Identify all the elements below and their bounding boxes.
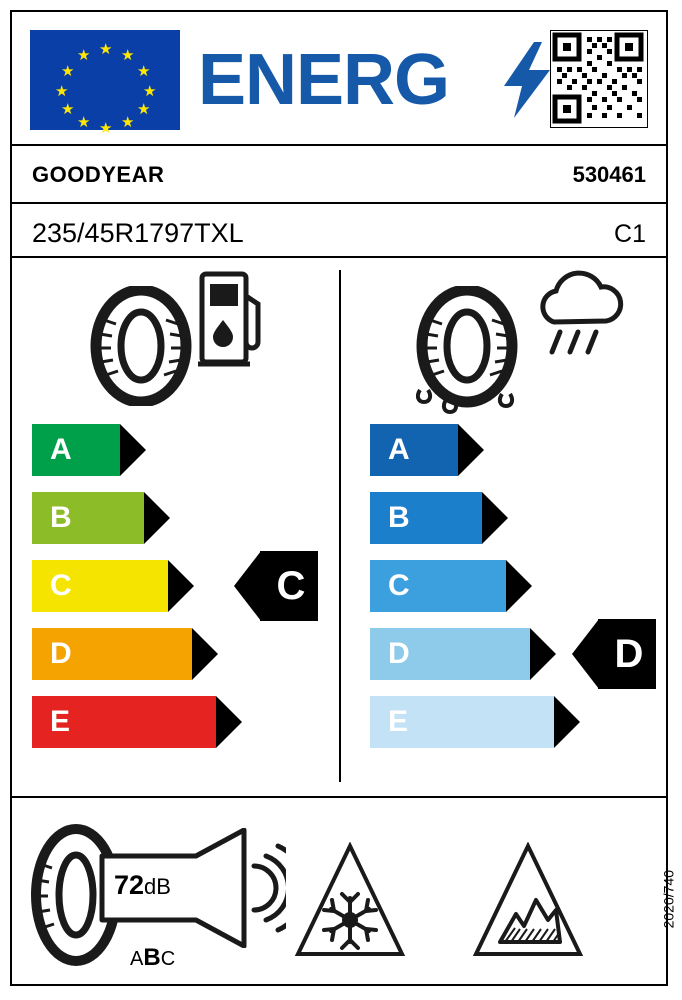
qr-code-icon bbox=[550, 30, 648, 128]
fuel-grade-c-label: C bbox=[50, 569, 72, 602]
wet-grade-d-label: D bbox=[388, 637, 410, 670]
ice-grip-mountain-icon bbox=[472, 842, 584, 960]
energy-label bbox=[10, 10, 676, 986]
noise-class-c: C bbox=[160, 948, 176, 970]
fuel-grade-d-label: D bbox=[50, 637, 72, 670]
fuel-grade-b bbox=[32, 492, 144, 544]
wet-grade-d bbox=[370, 628, 530, 680]
wet-rating-badge bbox=[572, 619, 656, 689]
noise-unit: dB bbox=[144, 874, 171, 899]
noise-class-a: A bbox=[130, 948, 144, 970]
wet-grade-a bbox=[370, 424, 458, 476]
fuel-rating-value: C bbox=[276, 564, 306, 608]
fuel-grade-b-label: B bbox=[50, 501, 72, 534]
tyre-class: C1 bbox=[614, 220, 646, 248]
noise-class-b: B bbox=[143, 944, 161, 971]
wet-grade-e bbox=[370, 696, 554, 748]
noise-and-grip-panel bbox=[12, 802, 666, 986]
divider-header bbox=[12, 144, 666, 146]
wet-grade-c-label: C bbox=[388, 569, 410, 602]
noise-value: 72 bbox=[114, 870, 145, 900]
label-header bbox=[12, 12, 666, 144]
wet-grade-c bbox=[370, 560, 506, 612]
article-number: 530461 bbox=[572, 162, 646, 187]
fuel-pump-icon bbox=[196, 268, 270, 368]
fuel-grade-d bbox=[32, 628, 192, 680]
eu-flag-icon: ★ ★ ★ ★ ★ ★ ★ ★ ★ ★ ★ ★ bbox=[30, 30, 180, 130]
divider-middle bbox=[12, 796, 666, 798]
rain-cloud-icon bbox=[532, 268, 628, 378]
fuel-grade-a-label: A bbox=[50, 433, 72, 466]
tyre-wet-icon bbox=[416, 286, 518, 406]
three-peak-snowflake-icon bbox=[294, 842, 406, 960]
fuel-grade-e-label: E bbox=[50, 705, 71, 738]
fuel-grade-e bbox=[32, 696, 216, 748]
wet-grade-e-label: E bbox=[388, 705, 409, 738]
fuel-grade-c bbox=[32, 560, 168, 612]
wet-rating-value: D bbox=[614, 632, 644, 676]
manufacturer-name: GOODYEAR bbox=[32, 162, 165, 187]
label-date: 2020/740 bbox=[660, 870, 676, 929]
wet-grade-b-label: B bbox=[388, 501, 410, 534]
tyre-icon bbox=[90, 286, 192, 406]
ratings-panel bbox=[12, 256, 666, 796]
tyre-size-designation: 235/45R1797TXL bbox=[32, 218, 244, 248]
lightning-bolt-icon bbox=[504, 42, 550, 118]
divider-brand bbox=[12, 202, 666, 204]
wet-grade-a-label: A bbox=[388, 433, 410, 466]
noise-class-letters bbox=[130, 944, 175, 972]
page-title: ENERG bbox=[198, 40, 450, 120]
wet-grade-b bbox=[370, 492, 482, 544]
fuel-grade-a bbox=[32, 424, 120, 476]
fuel-rating-badge bbox=[234, 551, 318, 621]
